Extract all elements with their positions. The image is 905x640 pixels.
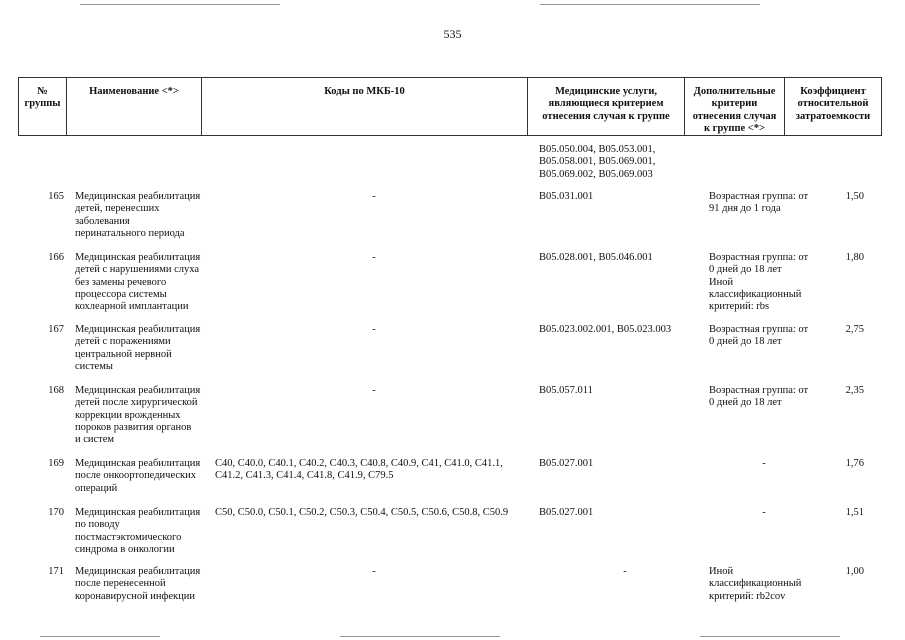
scan-edge-mark bbox=[340, 636, 500, 637]
extra-criteria: Возрастная группа: от 91 дня до 1 года bbox=[709, 191, 809, 215]
extra-criteria: - bbox=[762, 507, 766, 518]
group-name: Медицинская реабилитация детей, перенесших заболевания перинатального периода bbox=[75, 191, 201, 239]
group-number: 167 bbox=[48, 324, 64, 335]
group-number: 165 bbox=[48, 191, 64, 202]
group-name: Медицинская реабилитация после онкоортопедических операций bbox=[75, 458, 201, 494]
cost-coefficient: 2,75 bbox=[845, 324, 864, 335]
group-number: 171 bbox=[48, 566, 64, 577]
medical-services: B05.023.002.001, B05.023.003 bbox=[539, 324, 672, 335]
group-number: 170 bbox=[48, 507, 64, 518]
icd-codes: - bbox=[372, 324, 376, 335]
extra-criteria: - bbox=[762, 458, 766, 469]
medical-services: B05.031.001 bbox=[539, 191, 594, 202]
cost-coefficient: 1,80 bbox=[845, 252, 864, 263]
group-number: 166 bbox=[48, 252, 64, 263]
cost-coefficient: 1,50 bbox=[845, 191, 864, 202]
group-name: Медицинская реабилитация детей после хирургической коррекции врожденных пороков развития органов и систем bbox=[75, 385, 201, 446]
scan-edge-mark bbox=[540, 4, 760, 5]
icd-codes: C40, C40.0, C40.1, C40.2, C40.3, C40.8, C40.9, C41, C41.0, C41.1, C41.2, C41.3, C41.4, C41.8, C41.9, C79.5 bbox=[215, 458, 503, 482]
extra-criteria: Возрастная группа: от 0 дней до 18 лет Иной классификационный критерий: rbs bbox=[709, 252, 809, 313]
medical-services: B05.057.011 bbox=[539, 385, 593, 396]
header-group-no: № группы bbox=[24, 86, 61, 110]
extra-criteria: Возрастная группа: от 0 дней до 18 лет bbox=[709, 324, 809, 348]
group-name: Медицинская реабилитация после перенесенной коронавирусной инфекции bbox=[75, 566, 201, 602]
group-name: Медицинская реабилитация по поводу постмастэктомического синдрома в онкологии bbox=[75, 507, 201, 555]
icd-codes: - bbox=[372, 252, 376, 263]
scan-edge-mark bbox=[700, 636, 840, 637]
header-services: Медицинские услуги, являющиеся критерием отнесения случая к группе bbox=[542, 86, 670, 122]
icd-codes: - bbox=[372, 385, 376, 396]
scan-edge-mark bbox=[80, 4, 280, 5]
group-name: Медицинская реабилитация детей с поражениями центральной нервной системы bbox=[75, 324, 201, 372]
continuation-services: B05.050.004, B05.053.001, B05.058.001, B05.069.001, B05.069.002, B05.069.003 bbox=[539, 144, 656, 180]
page-number: 535 bbox=[443, 27, 462, 41]
group-number: 169 bbox=[48, 458, 64, 469]
extra-criteria: Иной классификационный критерий: rb2cov bbox=[709, 566, 802, 602]
header-extra: Дополнительные критерии отнесения случая к группе <*> bbox=[692, 86, 777, 134]
cost-coefficient: 2,35 bbox=[845, 385, 864, 396]
cost-coefficient: 1,00 bbox=[845, 566, 864, 577]
medical-services: B05.027.001 bbox=[539, 507, 594, 518]
header-coef: Коэффициент относительной затратоемкости bbox=[795, 86, 871, 122]
medical-services: - bbox=[623, 566, 627, 577]
scan-edge-mark bbox=[40, 636, 160, 637]
header-icd: Коды по МКБ-10 bbox=[324, 86, 405, 97]
medical-services: B05.028.001, B05.046.001 bbox=[539, 252, 653, 263]
icd-codes: C50, C50.0, C50.1, C50.2, C50.3, C50.4, C50.5, C50.6, C50.8, C50.9 bbox=[215, 507, 509, 518]
cost-coefficient: 1,76 bbox=[845, 458, 864, 469]
extra-criteria: Возрастная группа: от 0 дней до 18 лет bbox=[709, 385, 809, 409]
cost-coefficient: 1,51 bbox=[845, 507, 864, 518]
header-name: Наименование <*> bbox=[89, 86, 179, 97]
group-number: 168 bbox=[48, 385, 64, 396]
icd-codes: - bbox=[372, 191, 376, 202]
group-name: Медицинская реабилитация детей с нарушениями слуха без замены речевого процессора системы кохлеарной имплантации bbox=[75, 252, 201, 313]
medical-services: B05.027.001 bbox=[539, 458, 594, 469]
icd-codes: - bbox=[372, 566, 376, 577]
